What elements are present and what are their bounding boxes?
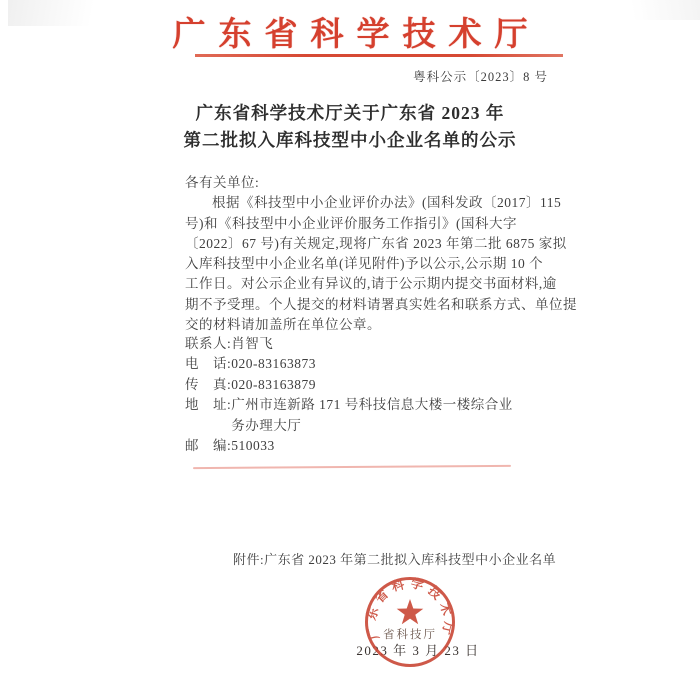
contact-row-postcode bbox=[185, 436, 537, 456]
attachment-reference: 附件:广东省 2023 年第二批拟入库科技型中小企业名单 bbox=[233, 552, 557, 567]
scan-artifact-red-line bbox=[193, 465, 511, 469]
contact-row-fax bbox=[185, 375, 537, 395]
body-paragraph-line: 工作日。对公示企业有异议的,请于公示期内提交书面材料,逾 bbox=[185, 276, 557, 292]
document-body bbox=[185, 173, 577, 335]
body-paragraph-line: 根据《科技型中小企业评价办法》(国科发政〔2017〕115 bbox=[212, 195, 562, 211]
letterhead-agency-name: 广东省科学技术厅 bbox=[172, 17, 541, 53]
seal-star-icon bbox=[397, 599, 424, 624]
contact-label: 电 话: bbox=[185, 356, 232, 372]
contact-postcode: 510033 bbox=[231, 438, 275, 454]
body-paragraph-line: 〔2022〕67 号)有关规定,现将广东省 2023 年第二批 6875 家拟 bbox=[185, 235, 567, 251]
salutation: 各有关单位: bbox=[185, 175, 260, 190]
contact-label: 邮 编: bbox=[185, 438, 232, 454]
contact-info-block bbox=[185, 334, 537, 456]
letterhead-divider-line bbox=[195, 54, 563, 57]
official-red-seal bbox=[348, 560, 472, 682]
issuer-signature-text: 省科技厅 bbox=[383, 629, 437, 641]
document-date: 2023 年 3 月 23 日 bbox=[356, 643, 480, 658]
document-number: 粤科公示〔2023〕8 号 bbox=[413, 70, 548, 84]
document-title-line-2: 第二批拟入库科技型中小企业名单的公示 bbox=[183, 130, 517, 150]
contact-label: 联系人: bbox=[185, 336, 232, 351]
contact-label: 地 址: bbox=[185, 397, 232, 413]
body-paragraph-line: 号)和《科技型中小企业评价服务工作指引》(国科大字 bbox=[185, 215, 517, 231]
contact-row-person bbox=[185, 334, 537, 354]
body-paragraph-line: 入库科技型中小企业名单(详见附件)予以公示,公示期 10 个 bbox=[185, 256, 544, 272]
document-title bbox=[0, 100, 700, 154]
contact-person-name: 肖智飞 bbox=[231, 336, 274, 351]
body-paragraph-line: 期不予受理。个人提交的材料请署真实姓名和联系方式、单位提 bbox=[185, 296, 577, 312]
seal-ring-text: 广东省科学技术厅 bbox=[364, 576, 456, 642]
body-paragraph-line: 交的材料请加盖所在单位公章。 bbox=[185, 317, 381, 333]
contact-address: 广州市连新路 171 号科技信息大楼一楼综合业务办理大厅 bbox=[231, 397, 513, 433]
contact-phone-number: 020-83163873 bbox=[231, 356, 317, 372]
contact-row-phone bbox=[185, 354, 537, 374]
contact-label: 传 真: bbox=[185, 376, 232, 392]
contact-fax-number: 020-83163879 bbox=[231, 376, 317, 392]
document-title-line-1: 广东省科学技术厅关于广东省 2023 年 bbox=[195, 103, 505, 123]
contact-row-address bbox=[185, 395, 537, 436]
